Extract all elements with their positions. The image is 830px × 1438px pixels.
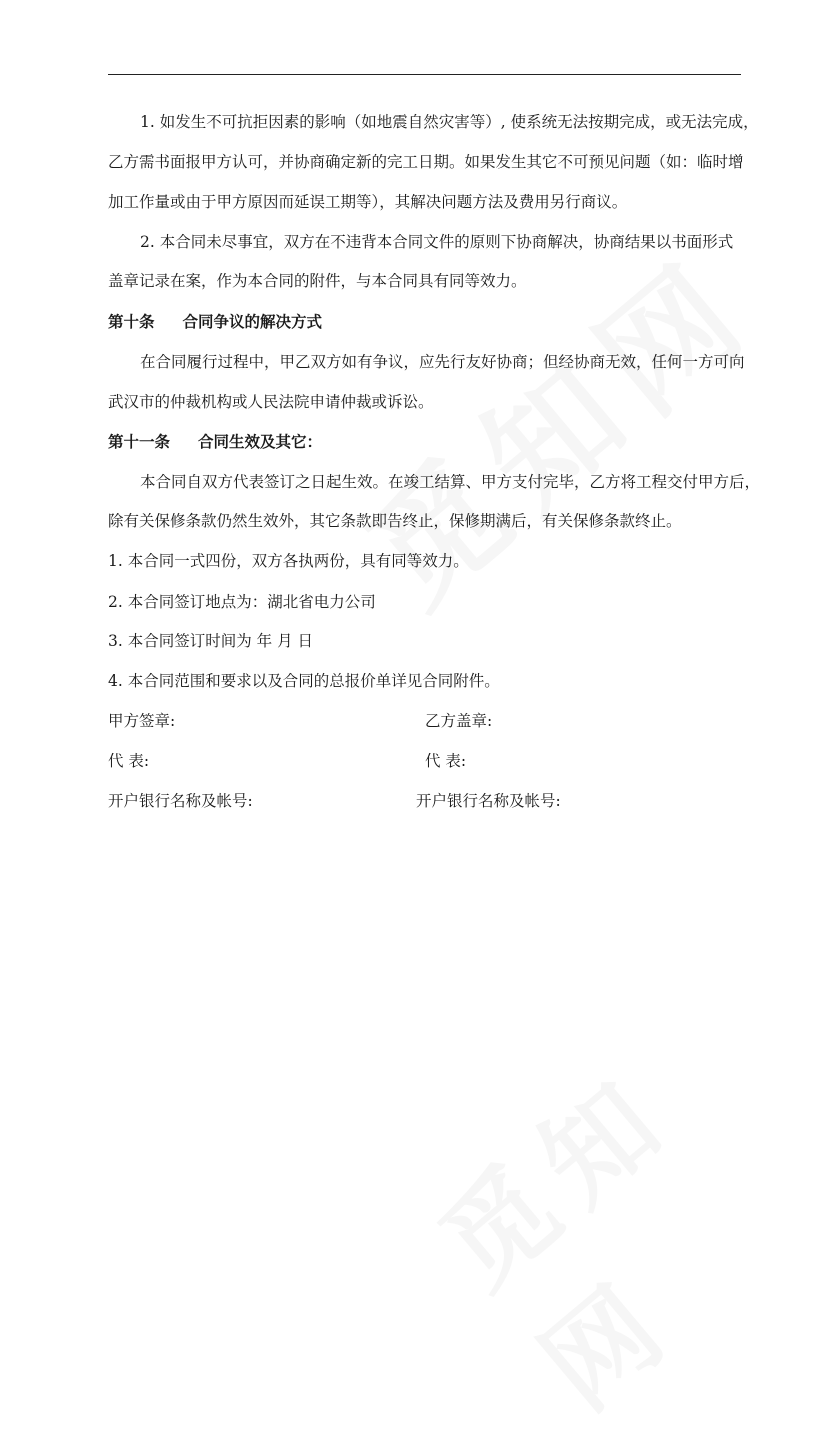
paragraph-line: 1. 如发生不可抗拒因素的影响（如地震自然灾害等）, 使系统无法按期完成，或无法完成， [140, 113, 759, 131]
party-a-seal-label: 甲方签章: [108, 712, 176, 730]
party-b-bank-label: 开户银行名称及帐号: [416, 792, 561, 810]
paragraph-line: 2. 本合同未尽事宜，双方在不违背本合同文件的原则下协商解决，协商结果以书面形式 [140, 233, 734, 251]
paragraph-line: 盖章记录在案，作为本合同的附件，与本合同具有同等效力。 [108, 272, 527, 290]
paragraph-line: 除有关保修条款仍然生效外，其它条款即告终止，保修期满后，有关保修条款终止。 [108, 512, 682, 530]
article-10-title: 合同争议的解决方式 [182, 312, 323, 331]
list-item: 4. 本合同范围和要求以及合同的总报价单详见合同附件。 [108, 672, 500, 690]
paragraph-line: 加工作量或由于甲方原因而延误工期等），其解决问题方法及费用另行商议。 [108, 193, 628, 211]
article-11-heading [108, 432, 322, 452]
header-rule [108, 74, 741, 75]
watermark [402, 958, 830, 1438]
list-item: 1. 本合同一式四份，双方各执两份，具有同等效力。 [108, 552, 469, 570]
party-a-rep-label: 代 表: [108, 752, 150, 770]
paragraph-line: 武汉市的仲裁机构或人民法院申请仲裁或诉讼。 [108, 393, 434, 411]
party-b-seal-label: 乙方盖章: [425, 712, 493, 730]
article-11-number: 第十一条 [108, 432, 171, 451]
article-11-title: 合同生效及其它： [198, 432, 323, 451]
party-b-rep-label: 代 表: [425, 752, 467, 770]
paragraph-line: 在合同履行过程中，甲乙双方如有争议，应先行友好协商；但经协商无效，任何一方可向 [140, 353, 745, 371]
article-10-number: 第十条 [108, 312, 155, 331]
list-item: 2. 本合同签订地点为：湖北省电力公司 [108, 593, 376, 611]
article-10-heading [108, 312, 322, 332]
list-item: 3. 本合同签订时间为 年 月 日 [108, 632, 313, 650]
party-a-bank-label: 开户银行名称及帐号: [108, 792, 253, 810]
paragraph-line: 本合同自双方代表签订之日起生效。在竣工结算、甲方支付完毕，乙方将工程交付甲方后， [140, 473, 761, 491]
paragraph-line: 乙方需书面报甲方认可，并协商确定新的完工日期。如果发生其它不可预见问题（如：临时增 [108, 153, 744, 171]
